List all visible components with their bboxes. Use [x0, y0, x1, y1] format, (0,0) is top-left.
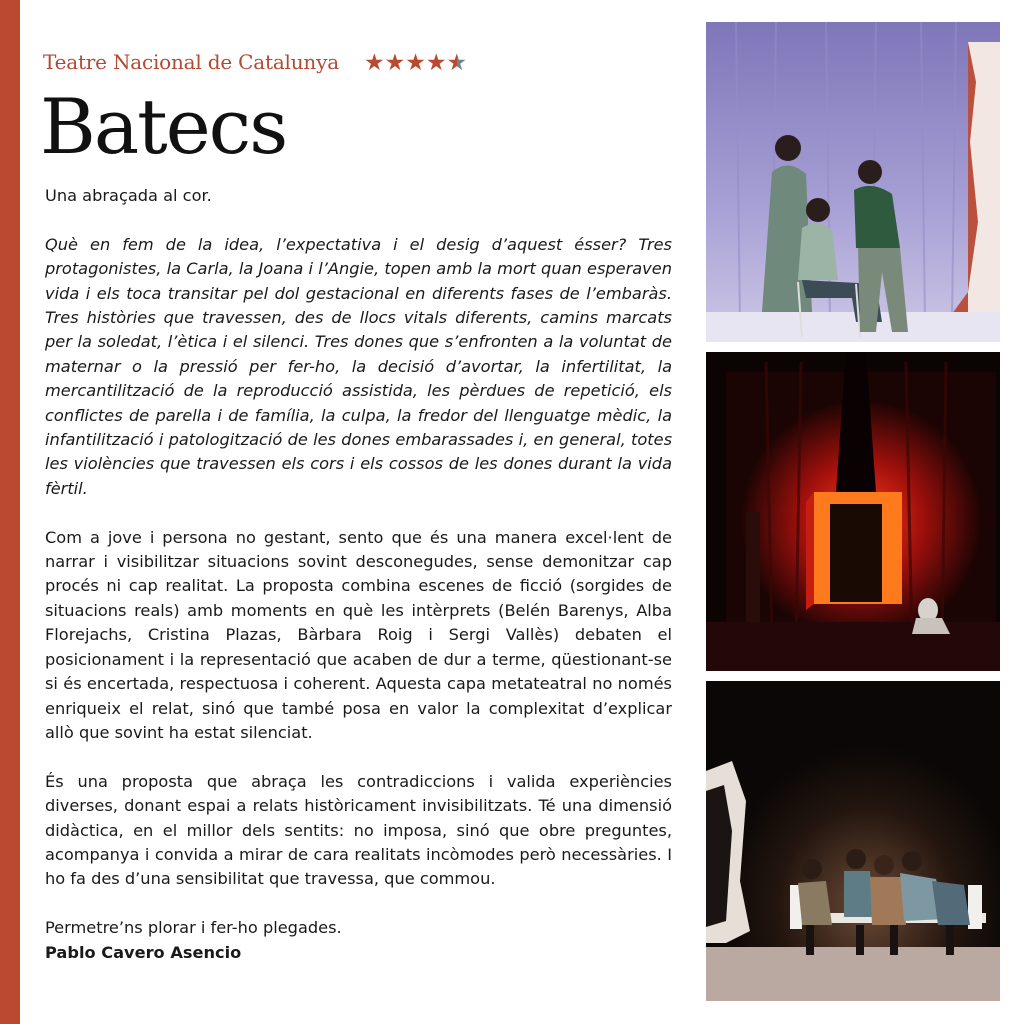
half-star-icon: ★ [446, 50, 468, 76]
star-icon: ★ [405, 50, 426, 76]
review-body [45, 184, 672, 965]
star-icon: ★ [364, 50, 385, 76]
venue-name: Teatre Nacional de Catalunya [43, 50, 339, 74]
stage-photo-2 [706, 352, 1000, 671]
review-author: Pablo Cavero Asencio [45, 942, 242, 962]
review-paragraph-1: Com a jove i persona no gestant, sento que és una manera excel·lent de narrar i visibilitzar situacions sovint desconegudes, sense demonitzar cap procés ni cap realitat. La proposta combina escenes de ficció (sorgides de situacions reals) amb moments en què les intèrprets (Belén Barenys, Alba Florejachs, Cristina Plazas, Bàrbara Roig i Sergi Vallès) debaten el posicionament i la representació que acaben de dur a terme, qüestionant-se si és encertada, respectuosa i coherent. Aquesta capa metateatral no només enriqueix el relat, sinó que també posa en valor la complexitat d’explicar allò que sovint ha estat silenciat. [45, 527, 672, 742]
star-icon: ★ [425, 50, 447, 76]
review-closing: Permetre’ns plorar i fer-ho plegades. [45, 918, 342, 938]
star-icon: ★ [384, 50, 406, 76]
play-synopsis: Què en fem de la idea, l’expectativa i el desig d’aquest ésser? Tres protagonistes, la Carla, la Joana i l’Angie, topen amb la mort quan esperaven vida i els toca transitar pel dol gestacional en diferents fases de l’embaràs. Tres històries que travessen, des de llocs vitals diferents, camins marcats per la soledat, l’ètica i el silenci. Tres dones que s’enfronten a la voluntat de maternar o la pressió per fer-ho, la decisió d’avortar, la infertilitat, la mercantilització de la reproducció assistida, les pèrdues de repetició, els conflictes de parella i de família, la culpa, la fredor del llenguatge mèdic, la infantilització i patologització de les dones embarassades i, en general, totes les violències que travessen els cors i els cossos de les dones durant la vida fèrtil. [45, 234, 672, 498]
review-tagline: Una abraçada al cor. [45, 186, 212, 205]
review-paragraph-2: És una proposta que abraça les contradiccions i valida experiències diverses, donant espai a relats històricament invisibilitzats. Té una dimensió didàctica, en el millor dels sentits: no imposa, sinó que obre preguntes, acompanya i convida a mirar de cara realitats incòmodes però necessàries. I ho fa des d’una sensibilitat que travessa, que commou. [45, 771, 672, 889]
star-rating [364, 50, 467, 76]
stage-photo-1 [706, 22, 1000, 342]
play-title: Batecs [40, 82, 287, 171]
accent-bar [0, 0, 20, 1024]
stage-photo-3 [706, 681, 1000, 1001]
